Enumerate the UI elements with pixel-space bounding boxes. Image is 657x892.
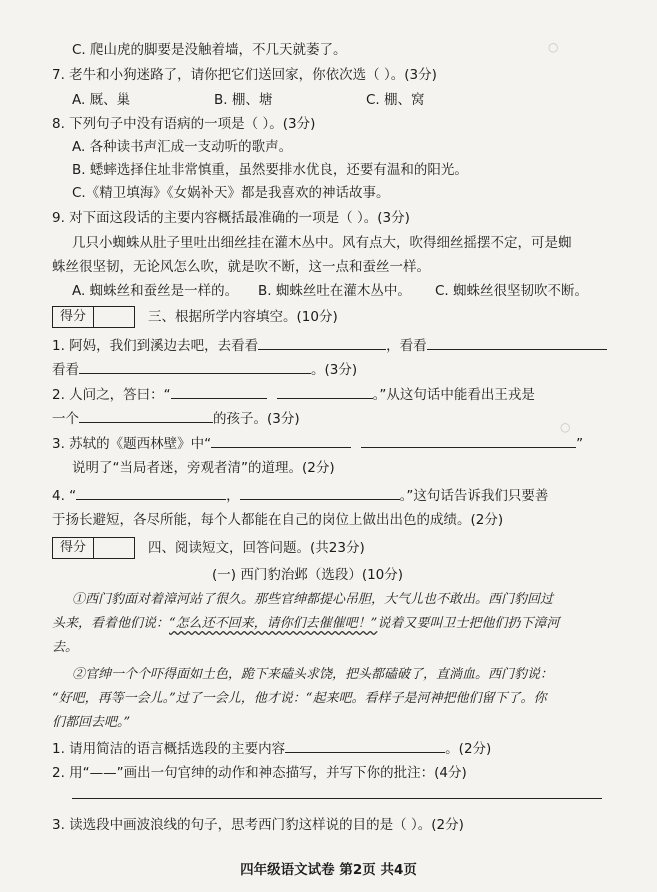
- s3-q1-line-2: [52, 360, 357, 379]
- answer-blank[interactable]: [285, 739, 445, 753]
- s4-q1: [52, 739, 491, 758]
- q9-stem: 9. 对下面这段话的主要内容概括最准确的一项是（ ）。(3分): [52, 210, 410, 226]
- s4-q1-text-b: 。(2分): [445, 741, 492, 757]
- answer-blank[interactable]: [76, 486, 226, 500]
- score-label: 得分: [53, 307, 94, 327]
- s3-q2-line-2: [52, 409, 300, 428]
- passage-p1-line-2: [52, 615, 559, 633]
- q8-stem: 8. 下列句子中没有语病的一项是（ ）。(3分): [52, 116, 316, 132]
- s4-q3: 3. 读选段中画波浪线的句子，思考西门豹这样说的目的是（ ）。(2分): [52, 817, 464, 833]
- section3-score-box: [52, 306, 135, 328]
- q8-option-a[interactable]: A. 各种读书声汇成一支动听的歌声。: [72, 139, 293, 155]
- bleed-through-mark: ○: [548, 40, 559, 54]
- passage-text: 说着又要叫卫士把他们扔下漳河: [377, 616, 560, 631]
- passage-p2-line-1: ②官绅一个个吓得面如土色，跪下来磕头求饶，把头都磕破了，直淌血。西门豹说：: [72, 667, 554, 682]
- passage-text: 头来，看着他们说：: [52, 616, 170, 631]
- s3-q1-text-b: ，看看: [386, 338, 427, 354]
- answer-blank[interactable]: [240, 486, 400, 500]
- s4-q1-text-a: 1. 请用简洁的语言概括选段的主要内容: [52, 741, 286, 757]
- score-input-cell[interactable]: [94, 538, 134, 558]
- score-input-cell[interactable]: [94, 307, 134, 327]
- passage-p1-line-3: 去。: [52, 640, 79, 655]
- answer-blank[interactable]: [258, 336, 386, 350]
- section4-score-box: [52, 537, 135, 559]
- q8-option-c[interactable]: C.《精卫填海》《女娲补天》都是我喜欢的神话故事。: [72, 185, 390, 201]
- q9-passage-line-2: 蛛丝很坚韧，无论风怎么吹，就是吹不断，这一点和蚕丝一样。: [52, 259, 430, 275]
- q9-option-b[interactable]: B. 蜘蛛丝吐在灌木丛中。: [258, 283, 411, 299]
- s3-q4-line-2: 于扬长避短，各尽所能，每个人都能在自己的岗位上做出出色的成绩。(2分): [52, 512, 504, 528]
- page-footer: 四年级语文试卷 第2页 共4页: [240, 862, 417, 878]
- s3-q1-text-c: 看看: [52, 362, 79, 378]
- q7-option-c[interactable]: C. 棚、窝: [366, 92, 425, 108]
- reading-subtitle: (一) 西门豹治邺（选段）(10分): [212, 567, 404, 583]
- s3-q3-line-2: 说明了“当局者迷，旁观者清”的道理。(2分): [72, 460, 335, 476]
- answer-line[interactable]: [72, 798, 602, 799]
- answer-blank[interactable]: [427, 336, 607, 350]
- q8-option-b[interactable]: B. 蟋蟀选择住址非常慎重，虽然要排水优良，还要有温和的阳光。: [72, 162, 468, 178]
- s3-q4-line-1: [52, 486, 548, 505]
- s3-q2-text-c: 一个: [52, 411, 79, 427]
- s3-q1-line-1: [52, 336, 607, 355]
- answer-blank[interactable]: [171, 385, 267, 399]
- q9-option-c[interactable]: C. 蜘蛛丝很坚韧吹不断。: [435, 283, 589, 299]
- q7-stem: 7. 老牛和小狗迷路了，请你把它们送回家，你依次选（ ）。(3分): [52, 67, 437, 83]
- s3-q3-line-1: [52, 434, 583, 453]
- passage-p2-line-3: 们都回去吧。”: [52, 715, 131, 730]
- section3-title: 三、根据所学内容填空。(10分): [148, 309, 338, 325]
- s3-q4-text-a: 4. “: [52, 488, 77, 504]
- answer-blank[interactable]: [79, 360, 311, 374]
- s3-q2-text-a: 2. 人问之，答曰：“: [52, 387, 171, 403]
- s3-q1-text-d: 。(3分): [311, 362, 358, 378]
- s3-q3-text-a: 3. 苏轼的《题西林壁》中“: [52, 436, 212, 452]
- s3-q2-text-d: 的孩子。(3分): [213, 411, 300, 427]
- s3-q2-text-b: 。”从这句话中能看出王戎是: [372, 387, 535, 403]
- q9-passage-line-1: 几只小蜘蛛从肚子里吐出细丝挂在灌木丛中。风有点大，吹得细丝摇摆不定，可是蜘: [72, 235, 572, 251]
- bleed-through-mark: ○: [560, 420, 571, 434]
- section4-title: 四、阅读短文，回答问题。(共23分): [148, 540, 365, 556]
- wavy-underlined-sentence: “怎么还不回来，请你们去催催吧！”: [169, 616, 378, 631]
- answer-blank[interactable]: [79, 409, 213, 423]
- answer-blank[interactable]: [211, 434, 351, 448]
- q6-option-c: C. 爬山虎的脚要是没触着墙，不几天就萎了。: [72, 42, 347, 58]
- s4-q2: 2. 用“——”画出一句官绅的动作和神态描写，并写下你的批注：(4分): [52, 765, 467, 781]
- s3-q4-text-c: 。”这句话告诉我们只要善: [399, 488, 549, 504]
- q7-option-b[interactable]: B. 棚、塘: [214, 92, 273, 108]
- score-label: 得分: [53, 538, 94, 558]
- q7-option-a[interactable]: A. 厩、巢: [72, 92, 131, 108]
- answer-blank[interactable]: [361, 434, 576, 448]
- answer-blank[interactable]: [277, 385, 373, 399]
- q9-option-a[interactable]: A. 蜘蛛丝和蚕丝是一样的。: [72, 283, 239, 299]
- s3-q2-line-1: [52, 385, 535, 404]
- s3-q4-text-b: ，: [226, 488, 240, 504]
- passage-p2-line-2: “好吧，再等一会儿。”过了一会儿，他才说：“起来吧。看样子是河神把他们留下了。你: [52, 691, 547, 706]
- passage-p1-line-1: ①西门豹面对着漳河站了很久。那些官绅都提心吊胆，大气儿也不敢出。西门豹回过: [72, 592, 554, 607]
- s3-q1-text-a: 1. 阿妈，我们到溪边去吧，去看看: [52, 338, 259, 354]
- s3-q3-text-b: ”: [576, 436, 584, 452]
